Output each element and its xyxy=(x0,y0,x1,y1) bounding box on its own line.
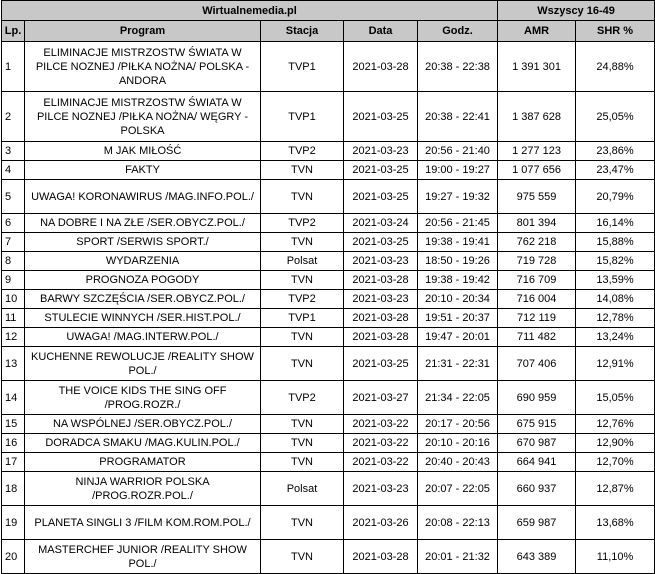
header-group-row xyxy=(2,1,655,21)
cell-time: 20:40 - 20:43 xyxy=(418,453,498,472)
table-row xyxy=(2,381,655,415)
cell-date: 2021-03-26 xyxy=(344,506,418,540)
cell-date: 2021-03-28 xyxy=(344,42,418,92)
cell-date: 2021-03-23 xyxy=(344,472,418,506)
cell-lp: 20 xyxy=(2,540,25,574)
cell-shr: 13,68% xyxy=(576,506,655,540)
cell-amr: 719 728 xyxy=(498,252,576,271)
cell-station: TVN xyxy=(261,506,344,540)
cell-date: 2021-03-24 xyxy=(344,214,418,233)
cell-program: PROGRAMATOR xyxy=(25,453,261,472)
cell-station: TVP1 xyxy=(261,92,344,142)
col-program: Program xyxy=(25,21,261,42)
table-row xyxy=(2,271,655,290)
cell-time: 19:38 - 19:42 xyxy=(418,271,498,290)
table-row xyxy=(2,161,655,180)
cell-program: DORADCA SMAKU /MAG.KULIN.POL./ xyxy=(25,434,261,453)
table-row xyxy=(2,252,655,271)
cell-station: TVP2 xyxy=(261,214,344,233)
cell-shr: 13,24% xyxy=(576,328,655,347)
cell-station: TVP2 xyxy=(261,381,344,415)
cell-time: 20:08 - 22:13 xyxy=(418,506,498,540)
cell-shr: 23,47% xyxy=(576,161,655,180)
cell-time: 21:34 - 22:05 xyxy=(418,381,498,415)
cell-amr: 664 941 xyxy=(498,453,576,472)
cell-station: TVN xyxy=(261,453,344,472)
cell-time: 19:47 - 20:01 xyxy=(418,328,498,347)
cell-time: 20:56 - 21:40 xyxy=(418,142,498,161)
cell-shr: 11,10% xyxy=(576,540,655,574)
cell-program: PROGNOZA POGODY xyxy=(25,271,261,290)
cell-program: THE VOICE KIDS THE SING OFF /PROG.ROZR./ xyxy=(25,381,261,415)
table-row xyxy=(2,309,655,328)
cell-lp: 7 xyxy=(2,233,25,252)
cell-lp: 15 xyxy=(2,415,25,434)
cell-time: 20:10 - 20:16 xyxy=(418,434,498,453)
cell-amr: 762 218 xyxy=(498,233,576,252)
table-row xyxy=(2,142,655,161)
table-row xyxy=(2,180,655,214)
cell-time: 19:51 - 20:37 xyxy=(418,309,498,328)
cell-amr: 712 119 xyxy=(498,309,576,328)
cell-shr: 12,78% xyxy=(576,309,655,328)
cell-station: Polsat xyxy=(261,472,344,506)
cell-program: NA DOBRE I NA ZŁE /SER.OBYCZ.POL./ xyxy=(25,214,261,233)
cell-shr: 12,70% xyxy=(576,453,655,472)
col-date: Data xyxy=(344,21,418,42)
cell-amr: 670 987 xyxy=(498,434,576,453)
cell-station: TVN xyxy=(261,540,344,574)
cell-lp: 8 xyxy=(2,252,25,271)
cell-date: 2021-03-27 xyxy=(344,381,418,415)
cell-lp: 12 xyxy=(2,328,25,347)
cell-amr: 707 406 xyxy=(498,347,576,381)
table-row xyxy=(2,434,655,453)
cell-program: BARWY SZCZĘŚCIA /SER.OBYCZ.POL./ xyxy=(25,290,261,309)
col-amr: AMR xyxy=(498,21,576,42)
cell-station: TVP1 xyxy=(261,309,344,328)
cell-shr: 12,87% xyxy=(576,472,655,506)
cell-date: 2021-03-28 xyxy=(344,271,418,290)
cell-program: ELIMINACJE MISTRZOSTW ŚWIATA W PILCE NOZNEJ /PIŁKA NOŻNA/ POLSKA - ANDORA xyxy=(25,42,261,92)
source-header: Wirtualnemedia.pl xyxy=(2,1,498,21)
col-lp: Lp. xyxy=(2,21,25,42)
table-row xyxy=(2,415,655,434)
cell-time: 20:38 - 22:41 xyxy=(418,92,498,142)
cell-program: KUCHENNE REWOLUCJE /REALITY SHOW POL./ xyxy=(25,347,261,381)
cell-amr: 675 915 xyxy=(498,415,576,434)
cell-shr: 20,79% xyxy=(576,180,655,214)
cell-station: TVN xyxy=(261,180,344,214)
cell-station: TVN xyxy=(261,347,344,381)
cell-shr: 13,59% xyxy=(576,271,655,290)
cell-date: 2021-03-28 xyxy=(344,309,418,328)
cell-lp: 19 xyxy=(2,506,25,540)
cell-station: TVN xyxy=(261,271,344,290)
cell-program: NA WSPÓLNEJ /SER.OBYCZ.POL./ xyxy=(25,415,261,434)
cell-amr: 711 482 xyxy=(498,328,576,347)
cell-lp: 6 xyxy=(2,214,25,233)
cell-amr: 716 004 xyxy=(498,290,576,309)
cell-program: FAKTY xyxy=(25,161,261,180)
cell-date: 2021-03-25 xyxy=(344,92,418,142)
cell-lp: 16 xyxy=(2,434,25,453)
table-row xyxy=(2,42,655,92)
cell-date: 2021-03-23 xyxy=(344,142,418,161)
cell-station: Polsat xyxy=(261,252,344,271)
cell-time: 20:10 - 20:34 xyxy=(418,290,498,309)
cell-time: 20:01 - 21:32 xyxy=(418,540,498,574)
table-row xyxy=(2,233,655,252)
cell-program: NINJA WARRIOR POLSKA /PROG.ROZR.POL./ xyxy=(25,472,261,506)
cell-program: UWAGA! KORONAWIRUS /MAG.INFO.POL./ xyxy=(25,180,261,214)
cell-date: 2021-03-25 xyxy=(344,180,418,214)
cell-date: 2021-03-23 xyxy=(344,252,418,271)
cell-time: 18:50 - 19:26 xyxy=(418,252,498,271)
cell-lp: 17 xyxy=(2,453,25,472)
cell-shr: 25,05% xyxy=(576,92,655,142)
table-row xyxy=(2,347,655,381)
cell-station: TVP1 xyxy=(261,42,344,92)
cell-date: 2021-03-25 xyxy=(344,233,418,252)
cell-program: STULECIE WINNYCH /SER.HIST.POL./ xyxy=(25,309,261,328)
table-row xyxy=(2,290,655,309)
cell-station: TVP2 xyxy=(261,290,344,309)
table-row xyxy=(2,506,655,540)
col-shr: SHR % xyxy=(576,21,655,42)
cell-shr: 16,14% xyxy=(576,214,655,233)
cell-program: UWAGA! /MAG.INTERW.POL./ xyxy=(25,328,261,347)
cell-lp: 4 xyxy=(2,161,25,180)
cell-date: 2021-03-23 xyxy=(344,290,418,309)
table-row xyxy=(2,214,655,233)
cell-shr: 12,90% xyxy=(576,434,655,453)
cell-lp: 5 xyxy=(2,180,25,214)
cell-lp: 13 xyxy=(2,347,25,381)
cell-program: MASTERCHEF JUNIOR /REALITY SHOW POL./ xyxy=(25,540,261,574)
table-row xyxy=(2,540,655,574)
cell-station: TVN xyxy=(261,233,344,252)
cell-time: 20:56 - 21:45 xyxy=(418,214,498,233)
cell-station: TVN xyxy=(261,415,344,434)
cell-lp: 2 xyxy=(2,92,25,142)
cell-lp: 18 xyxy=(2,472,25,506)
table-row xyxy=(2,472,655,506)
cell-shr: 23,86% xyxy=(576,142,655,161)
cell-lp: 14 xyxy=(2,381,25,415)
cell-station: TVN xyxy=(261,328,344,347)
col-station: Stacja xyxy=(261,21,344,42)
cell-amr: 801 394 xyxy=(498,214,576,233)
cell-date: 2021-03-25 xyxy=(344,347,418,381)
cell-station: TVN xyxy=(261,161,344,180)
cell-shr: 15,82% xyxy=(576,252,655,271)
cell-shr: 12,91% xyxy=(576,347,655,381)
cell-program: SPORT /SERWIS SPORT./ xyxy=(25,233,261,252)
cell-amr: 659 987 xyxy=(498,506,576,540)
cell-date: 2021-03-28 xyxy=(344,540,418,574)
cell-date: 2021-03-25 xyxy=(344,161,418,180)
table-row xyxy=(2,328,655,347)
cell-amr: 643 389 xyxy=(498,540,576,574)
cell-lp: 10 xyxy=(2,290,25,309)
cell-amr: 1 277 123 xyxy=(498,142,576,161)
cell-program: WYDARZENIA xyxy=(25,252,261,271)
cell-program: M JAK MIŁOŚĆ xyxy=(25,142,261,161)
cell-program: ELIMINACJE MISTRZOSTW ŚWIATA W PILCE NOZNEJ /PIŁKA NOŻNA/ WĘGRY - POLSKA xyxy=(25,92,261,142)
cell-shr: 15,88% xyxy=(576,233,655,252)
cell-amr: 1 391 301 xyxy=(498,42,576,92)
cell-shr: 12,76% xyxy=(576,415,655,434)
cell-time: 20:17 - 20:56 xyxy=(418,415,498,434)
ratings-table xyxy=(1,0,655,574)
cell-date: 2021-03-22 xyxy=(344,415,418,434)
cell-amr: 975 559 xyxy=(498,180,576,214)
cell-time: 19:27 - 19:32 xyxy=(418,180,498,214)
cell-lp: 9 xyxy=(2,271,25,290)
cell-shr: 24,88% xyxy=(576,42,655,92)
cell-shr: 14,08% xyxy=(576,290,655,309)
cell-lp: 11 xyxy=(2,309,25,328)
cell-time: 19:00 - 19:27 xyxy=(418,161,498,180)
cell-amr: 690 959 xyxy=(498,381,576,415)
table-row xyxy=(2,92,655,142)
cell-amr: 660 937 xyxy=(498,472,576,506)
col-time: Godz. xyxy=(418,21,498,42)
cell-lp: 3 xyxy=(2,142,25,161)
cell-date: 2021-03-22 xyxy=(344,453,418,472)
cell-station: TVN xyxy=(261,434,344,453)
column-header-row xyxy=(2,21,655,42)
cell-amr: 716 709 xyxy=(498,271,576,290)
table-row xyxy=(2,453,655,472)
audience-header: Wszyscy 16-49 xyxy=(498,1,655,21)
cell-program: PLANETA SINGLI 3 /FILM KOM.ROM.POL./ xyxy=(25,506,261,540)
cell-date: 2021-03-28 xyxy=(344,328,418,347)
cell-amr: 1 387 628 xyxy=(498,92,576,142)
cell-time: 21:31 - 22:31 xyxy=(418,347,498,381)
cell-date: 2021-03-22 xyxy=(344,434,418,453)
cell-time: 20:07 - 22:05 xyxy=(418,472,498,506)
cell-shr: 15,05% xyxy=(576,381,655,415)
cell-amr: 1 077 656 xyxy=(498,161,576,180)
cell-station: TVP2 xyxy=(261,142,344,161)
cell-lp: 1 xyxy=(2,42,25,92)
cell-time: 20:38 - 22:38 xyxy=(418,42,498,92)
cell-time: 19:38 - 19:41 xyxy=(418,233,498,252)
